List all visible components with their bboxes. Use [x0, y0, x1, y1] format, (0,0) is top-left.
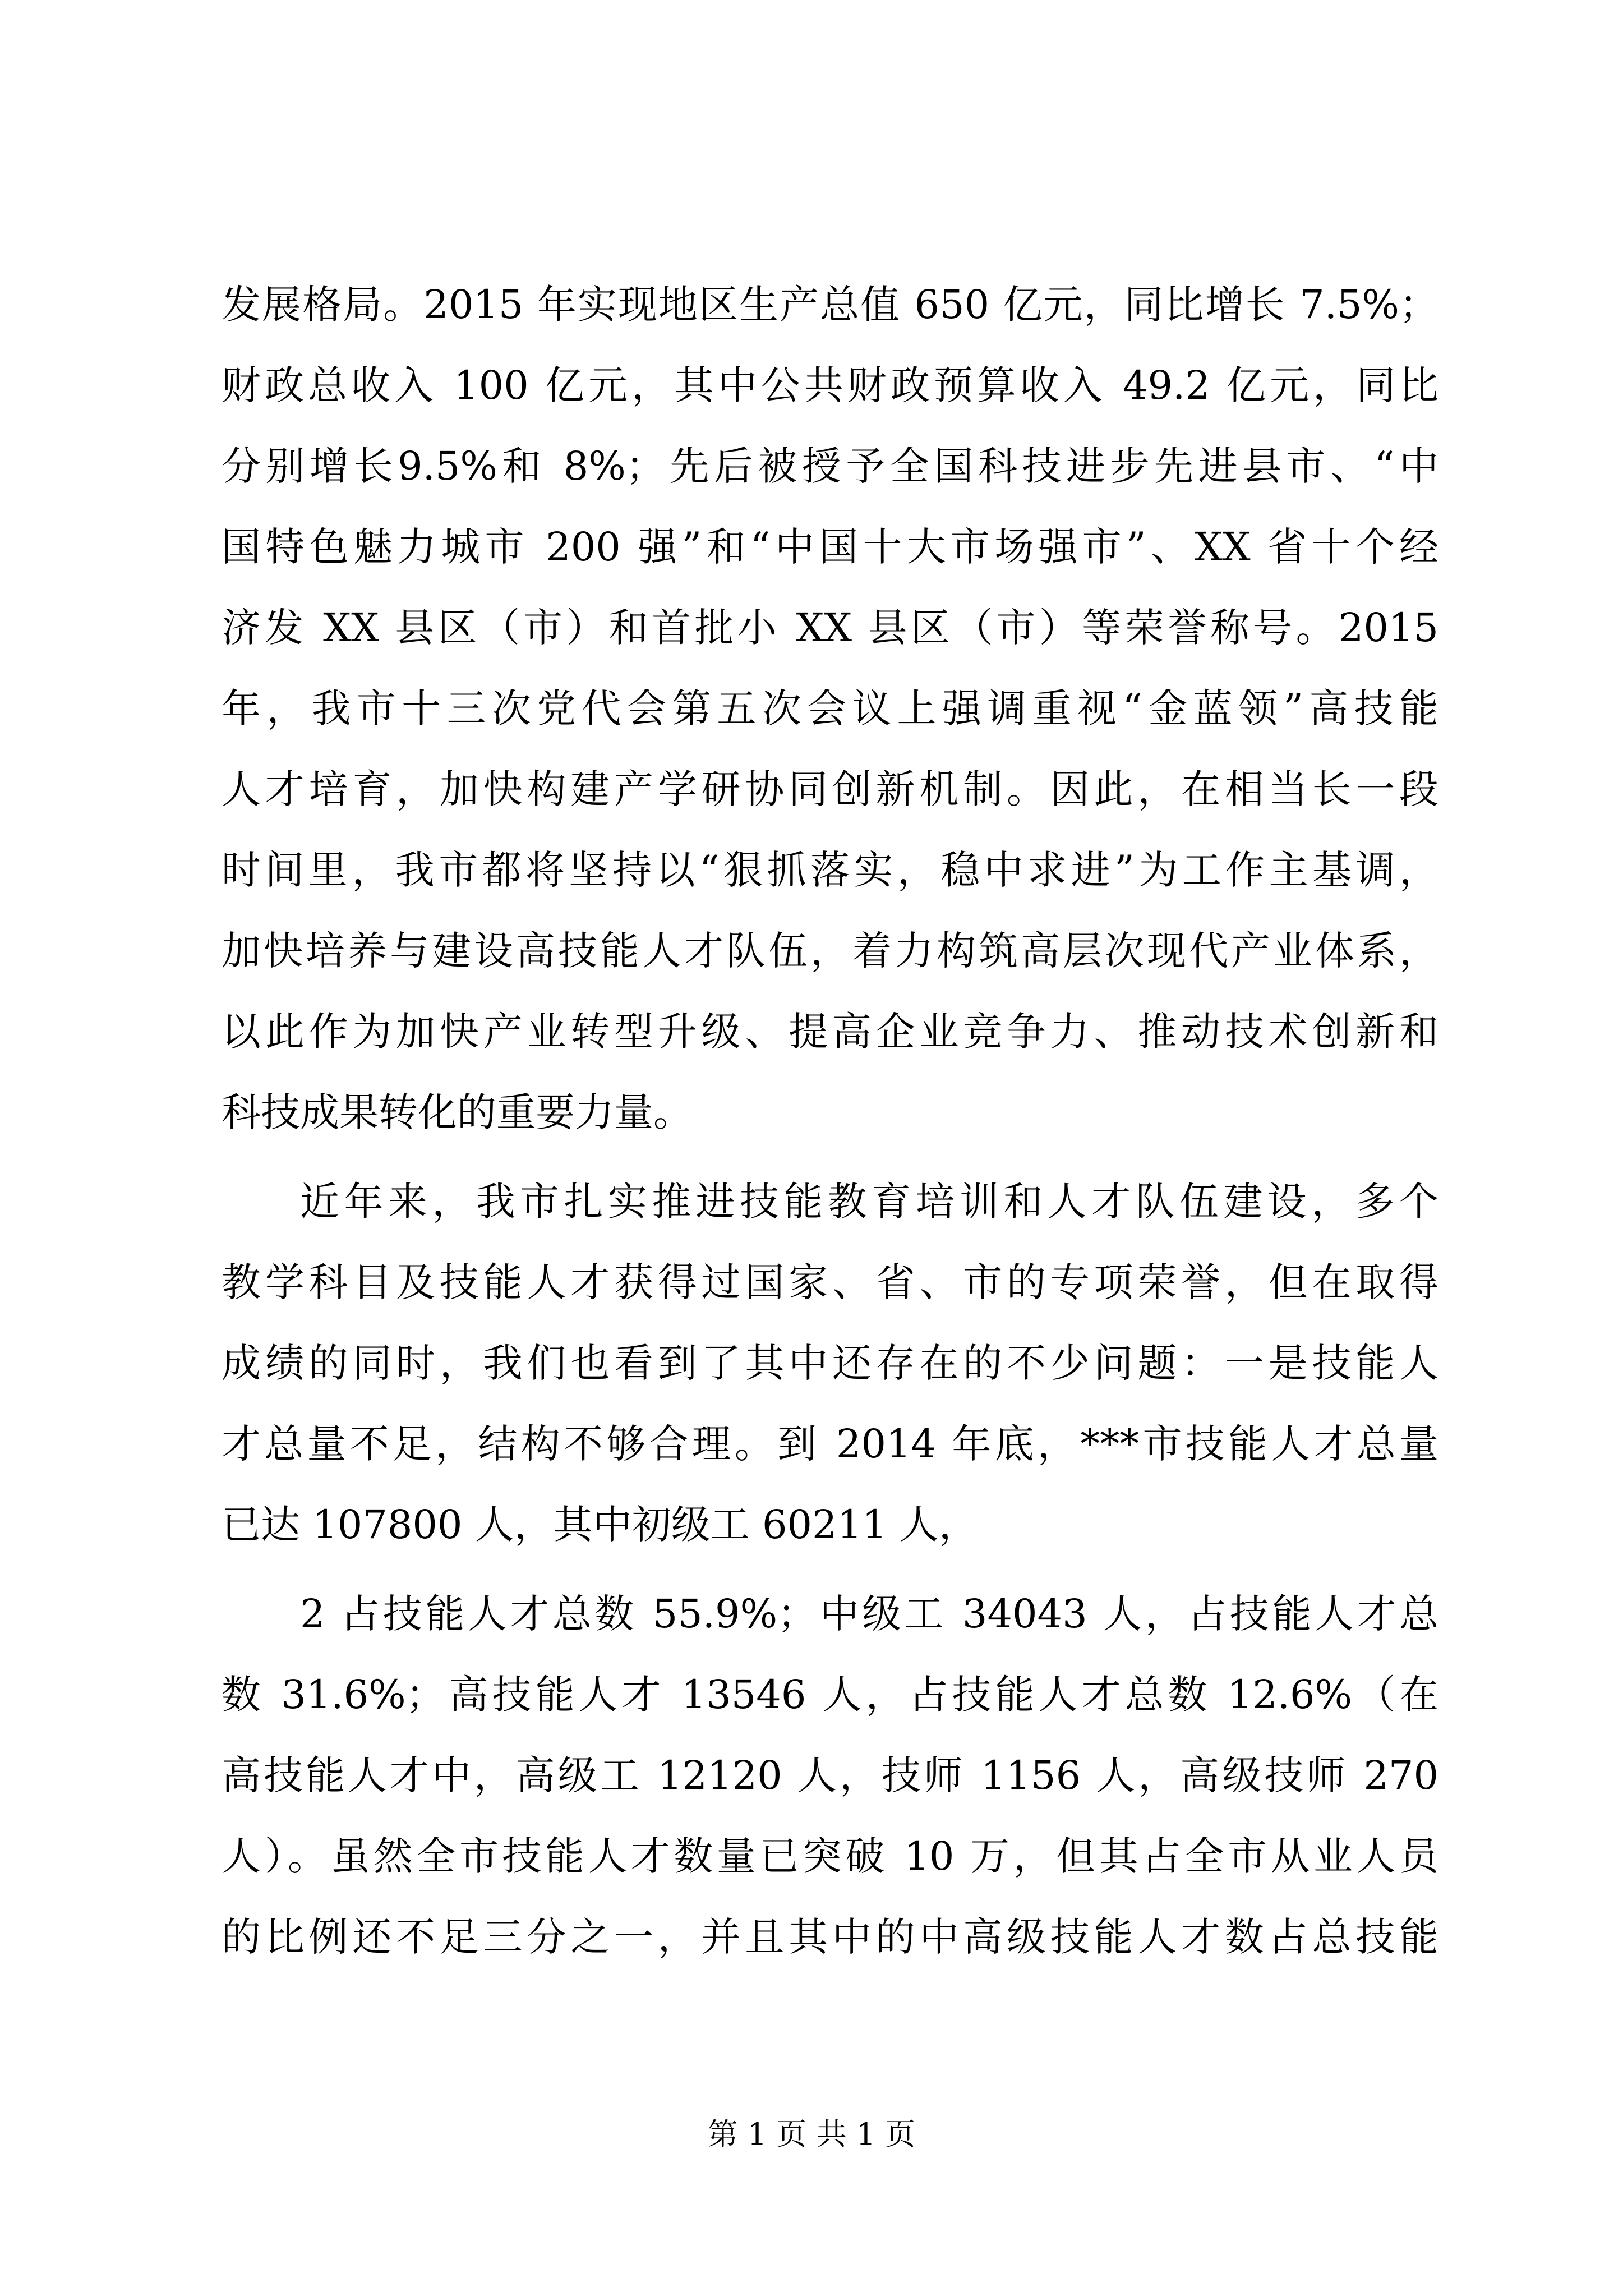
text-line: 科技成果转化的重要力量。: [222, 1089, 693, 1135]
text-line: 人）。虽然全市技能人才数量已突破 10 万，但其占全市从业人员: [222, 1833, 1438, 1879]
text-line: 发展格局。2015 年实现地区生产总值 650 亿元，同比增长 7.5%；: [222, 282, 1438, 328]
text-line: 财政总收入 100 亿元，其中公共财政预算收入 49.2 亿元，同比: [222, 362, 1438, 408]
text-line: 2 占技能人才总数 55.9%；中级工 34043 人，占技能人才总: [300, 1591, 1438, 1637]
text-line: 数 31.6%；高技能人才 13546 人，占技能人才总数 12.6%（在: [222, 1672, 1438, 1718]
text-line: 以此作为加快产业转型升级、提高企业竞争力、推动技术创新和: [222, 1009, 1438, 1055]
text-line: 近年来，我市扎实推进技能教育培训和人才队伍建设，多个: [300, 1179, 1438, 1225]
text-line: 已达 107800 人，其中初级工 60211 人，: [222, 1502, 978, 1548]
text-line: 高技能人才中，高级工 12120 人，技师 1156 人，高级技师 270: [222, 1752, 1438, 1798]
text-line: 教学科目及技能人才获得过国家、省、市的专项荣誉，但在取得: [222, 1259, 1438, 1305]
text-line: 加快培养与建设高技能人才队伍，着力构筑高层次现代产业体系，: [222, 928, 1438, 974]
text-line: 人才培育，加快构建产学研协同创新机制。因此，在相当长一段: [222, 766, 1438, 812]
page-footer: 第 1 页 共 1 页: [707, 2116, 916, 2152]
text-line: 分别增长9.5%和 8%；先后被授予全国科技进步先进县市、“中: [222, 443, 1438, 489]
text-line: 的比例还不足三分之一，并且其中的中高级技能人才数占总技能: [222, 1914, 1438, 1960]
text-line: 国特色魅力城市 200 强”和“中国十大市场强市”、XX 省十个经: [222, 524, 1438, 570]
text-line: 时间里，我市都将坚持以“狠抓落实，稳中求进”为工作主基调，: [222, 847, 1438, 893]
text-line: 才总量不足，结构不够合理。到 2014 年底，***市技能人才总量: [222, 1421, 1438, 1467]
text-line: 济发 XX 县区（市）和首批小 XX 县区（市）等荣誉称号。2015: [222, 605, 1438, 651]
text-line: 年，我市十三次党代会第五次会议上强调重视“金蓝领”高技能: [222, 685, 1438, 731]
text-line: 成绩的同时，我们也看到了其中还存在的不少问题：一是技能人: [222, 1340, 1438, 1386]
